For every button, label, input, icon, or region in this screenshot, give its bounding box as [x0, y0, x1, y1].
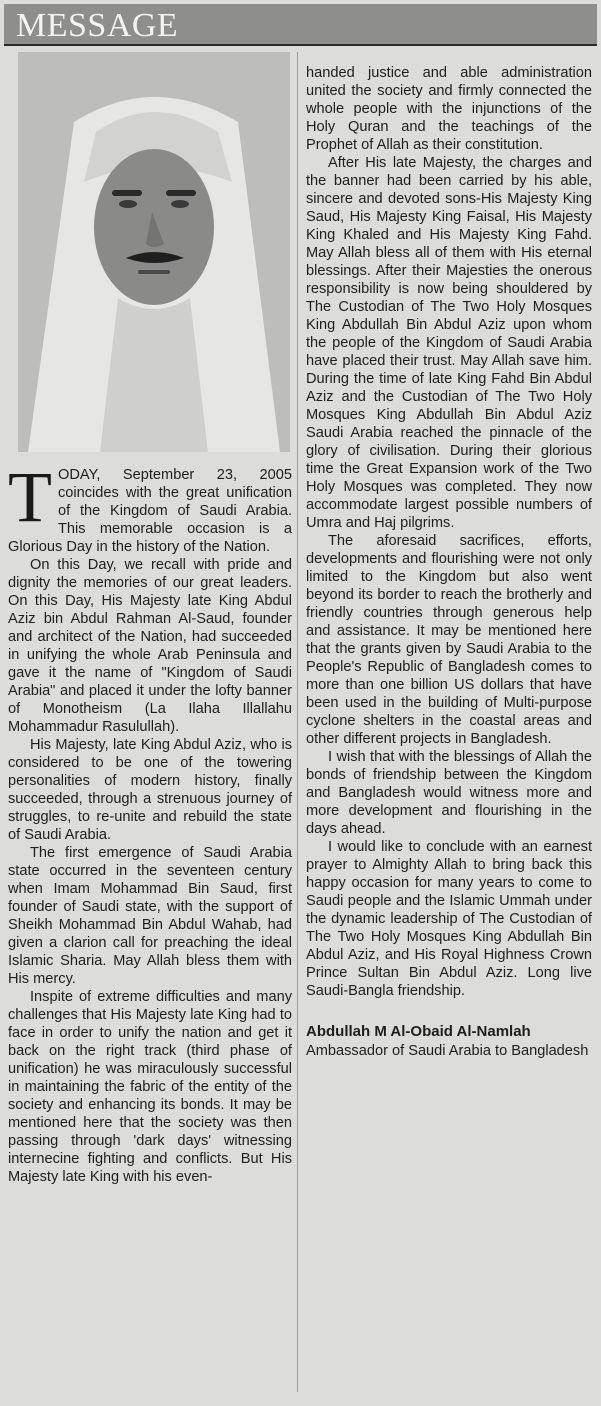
portrait-illustration: [18, 52, 290, 452]
body-paragraph: After His late Majesty, the charges and the banner had been carried by his able, sincere and devoted sons-His Majesty King Saud, His Majesty King Faisal, His Majesty King Khaled and His Majesty King Fahd. May Allah bless all of them with His eternal blessings. After their Majesties the onerous responsibility is now being shouldered by The Custodian of The Two Holy Mosques King Abdullah Bin Abdul Aziz upon whom the people of the Kingdom of Saudi Arabia have placed their trust. May Allah save him. During the time of late King Fahd Bin Abdul Aziz and the Custodian of The Two Holy Mosques King Abdullah Bin Abdul Aziz Saudi Arabia reached the pinnacle of the glory of civilisation. During their glorious time the Great Expansion work of the Two Holy Mosques was completed. They now accommodate largest possible numbers of Umra and Haj pilgrims.: [306, 155, 592, 531]
intro-paragraph: [8, 457, 292, 556]
signer-title: Ambassador of Saudi Arabia to Bangladesh: [306, 1043, 589, 1059]
continued-paragraph: handed justice and able administration united the society and firmly connected the whole people with the injunctions of the Holy Quran and the teachings of the Prophet of Allah as their constitution.: [306, 65, 592, 153]
column-divider: [297, 52, 298, 1392]
body-paragraph: On this Day, we recall with pride and dignity the memories of our great leaders. On this Day, His Majesty late King Abdul Aziz bin Abdul Rahman Al-Saud, founder and architect of the Nation, had succeeded in unifying the whole Arab Peninsula and gave it the name of "Kingdom of Saudi Arabia" and placed it under the lofty banner of Monotheism (La Ilaha Illallahu Mohammadur Rasulullah).: [8, 557, 292, 735]
signer-name: Abdullah M Al-Obaid Al-Namlah: [306, 1023, 531, 1040]
drop-cap: T: [8, 457, 52, 537]
intro-text: ODAY, September 23, 2005 coincides with the great unification of the Kingdom of Saudi Arabia. This memorable occasion is a Glorious Day in the history of the Nation.: [8, 467, 292, 555]
body-paragraph: The aforesaid sacrifices, efforts, developments and flourishing were not only limited to the Kingdom but also went beyond its border to reach the brotherly and friendly countries through generous help and assistance. It may be mentioned here that the grants given by Saudi Arabia to the People's Republic of Bangladesh comes to more than one billion US dollars that have been used in the building of Multi-purpose cyclone shelters in the coastal areas and other different projects in Bangladesh.: [306, 533, 592, 747]
left-column: [8, 52, 292, 1186]
section-banner: [4, 4, 597, 46]
body-paragraph: I would like to conclude with an earnest prayer to Almighty Allah to bring back this happy occasion for many years to come to Saudi people and the Islamic Ummah under the dynamic leadership of The Custodian of The Two Holy Mosques King Abdullah Bin Abdul Aziz, and His Royal Highness Crown Prince Sultan Bin Abdul Aziz. Long live Saudi-Bangla friendship.: [306, 839, 592, 999]
body-paragraph: His Majesty, late King Abdul Aziz, who is considered to be one of the towering personalities of modern history, finally succeeded, through a strenuous journey of struggles, to re-unite and rebuild the state of Saudi Arabia.: [8, 737, 292, 843]
body-paragraph: Inspite of extreme difficulties and many challenges that His Majesty late King had to face in order to unify the nation and get it back on the right track (third phase of unification) he was miraculously successful in maintaining the fabric of the entity of the society and enhancing its bonds. It may be mentioned here that the society was then passing through 'dark days' witnessing internecine fighting and conflicts. But His Majesty late King with his even-: [8, 989, 292, 1185]
portrait-photo: [18, 52, 290, 452]
body-paragraph: The first emergence of Saudi Arabia state occurred in the seventeen century when Imam Mohammad Bin Saud, first founder of Saudi state, with the support of Sheikh Mohammad Bin Abdul Wahab, had given a clarion call for preaching the ideal Islamic Sharia. May Allah bless them with His mercy.: [8, 845, 292, 987]
right-column: [306, 64, 592, 1060]
body-paragraph: I wish that with the blessings of Allah the bonds of friendship between the Kingdom and Bangladesh would witness more and more development and flourishing in the days ahead.: [306, 749, 592, 837]
section-title: MESSAGE: [16, 7, 179, 44]
